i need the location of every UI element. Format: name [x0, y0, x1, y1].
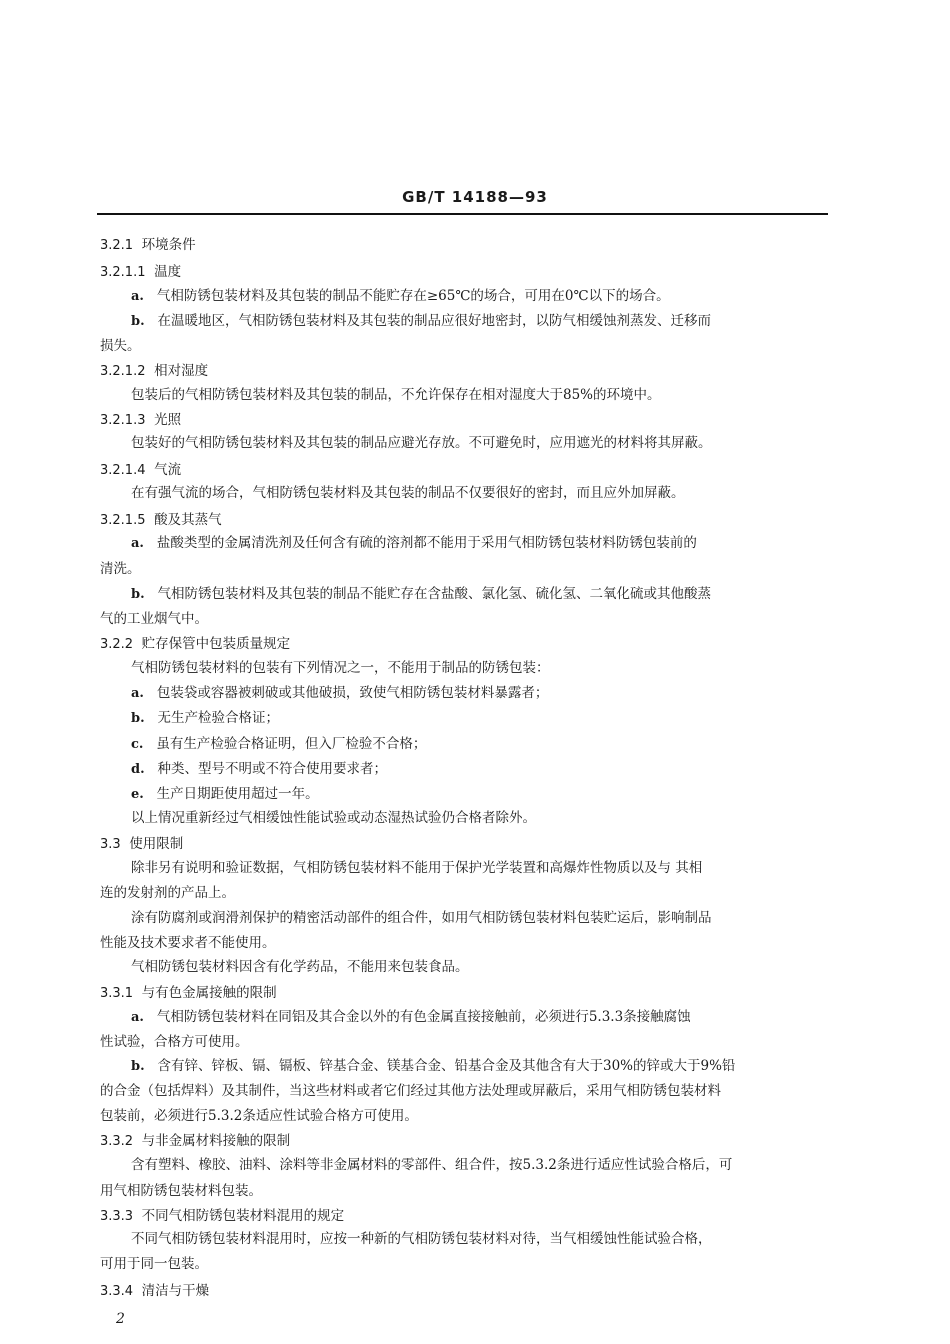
heading-3-3: 3.3 使用限制 — [100, 836, 184, 852]
paragraph-line: 用气相防锈包装材料包装。 — [100, 1183, 262, 1199]
header-rule — [97, 213, 828, 215]
list-item: c. 虽有生产检验合格证明，但入厂检验不合格； — [131, 736, 427, 752]
heading-3-2-1: 3.2.1 环境条件 — [100, 237, 196, 253]
paragraph-line: 清洗。 — [100, 561, 141, 577]
paragraph-line: 涂有防腐剂或润滑剂保护的精密活动部件的组合件，如用气相防锈包装材料包装贮运后，影响制品 — [131, 910, 712, 926]
heading-3-2-2: 3.2.2 贮存保管中包装质量规定 — [100, 636, 291, 652]
paragraph-line: 性试验，合格方可使用。 — [100, 1034, 249, 1050]
paragraph-line: 连的发射剂的产品上。 — [100, 885, 235, 901]
paragraph-line: 不同气相防锈包装材料混用时，应按一种新的气相防锈包装材料对待，当气相缓蚀性能试验合格， — [131, 1231, 712, 1247]
paragraph-line: 包装好的气相防锈包装材料及其包装的制品应避光存放。不可避免时，应用遮光的材料将其屏蔽。 — [131, 435, 712, 451]
list-item: a. 包装袋或容器被刺破或其他破损，致使气相防锈包装材料暴露者； — [131, 685, 549, 701]
page-number: 2 — [116, 1311, 125, 1327]
paragraph-line: 损失。 — [100, 338, 141, 354]
list-item: b. 在温暖地区，气相防锈包装材料及其包装的制品应很好地密封，以防气相缓蚀剂蒸发、迁移而 — [131, 313, 711, 329]
list-item: d. 种类、型号不明或不符合使用要求者； — [131, 761, 387, 777]
heading-3-3-1: 3.3.1 与有色金属接触的限制 — [100, 985, 277, 1001]
list-item: a. 盐酸类型的金属清洗剂及任何含有硫的溶剂都不能用于采用气相防锈包装材料防锈包装前的 — [131, 535, 697, 551]
paragraph-line: 气相防锈包装材料因含有化学药品，不能用来包装食品。 — [131, 959, 469, 975]
heading-3-3-4: 3.3.4 清洁与干燥 — [100, 1283, 210, 1299]
heading-3-3-2: 3.3.2 与非金属材料接触的限制 — [100, 1133, 291, 1149]
paragraph-line: 包装前，必须进行5.3.2条适应性试验合格方可使用。 — [100, 1108, 418, 1124]
paragraph-line: 以上情况重新经过气相缓蚀性能试验或动态湿热试验仍合格者除外。 — [131, 810, 536, 826]
heading-3-2-1-2: 3.2.1.2 相对湿度 — [100, 363, 209, 379]
paragraph-line: 含有塑料、橡胶、油料、涂料等非金属材料的零部件、组合件，按5.3.2条进行适应性试验合格后，可 — [131, 1157, 733, 1173]
standard-header: GB/T 14188—93 — [402, 188, 548, 206]
heading-3-3-3: 3.3.3 不同气相防锈包装材料混用的规定 — [100, 1208, 345, 1224]
heading-3-2-1-4: 3.2.1.4 气流 — [100, 462, 182, 478]
list-item: a. 气相防锈包装材料及其包装的制品不能贮存在≥65℃的场合，可用在0℃以下的场合。 — [131, 288, 670, 304]
paragraph-line: 在有强气流的场合，气相防锈包装材料及其包装的制品不仅要很好的密封，而且应外加屏蔽。 — [131, 485, 685, 501]
heading-3-2-1-5: 3.2.1.5 酸及其蒸气 — [100, 512, 222, 528]
list-item: b. 含有锌、锌板、镉、镉板、锌基合金、镁基合金、铅基合金及其他含有大于30%的锌或大于9%铅 — [131, 1058, 736, 1074]
paragraph-line: 除非另有说明和验证数据，气相防锈包装材料不能用于保护光学装置和高爆炸性物质以及与 其相 — [131, 860, 703, 876]
paragraph-line: 性能及技术要求者不能使用。 — [100, 935, 276, 951]
paragraph-line: 包装后的气相防锈包装材料及其包装的制品，不允许保存在相对湿度大于85%的环境中。 — [131, 387, 661, 403]
list-item: a. 气相防锈包装材料在同铝及其合金以外的有色金属直接接触前，必须进行5.3.3条接触腐蚀 — [131, 1009, 691, 1025]
paragraph-line: 气的工业烟气中。 — [100, 611, 208, 627]
paragraph-line: 的合金（包括焊料）及其制件，当这些材料或者它们经过其他方法处理或屏蔽后，采用气相防锈包装材料 — [100, 1083, 721, 1099]
paragraph-line: 可用于同一包装。 — [100, 1256, 208, 1272]
heading-3-2-1-3: 3.2.1.3 光照 — [100, 412, 182, 428]
heading-3-2-1-1: 3.2.1.1 温度 — [100, 264, 182, 280]
list-item: e. 生产日期距使用超过一年。 — [131, 786, 319, 802]
list-item: b. 气相防锈包装材料及其包装的制品不能贮存在含盐酸、氯化氢、硫化氢、二氧化硫或其他酸蒸 — [131, 586, 711, 602]
paragraph-line: 气相防锈包装材料的包装有下列情况之一，不能用于制品的防锈包装： — [131, 660, 550, 676]
list-item: b. 无生产检验合格证； — [131, 710, 279, 726]
